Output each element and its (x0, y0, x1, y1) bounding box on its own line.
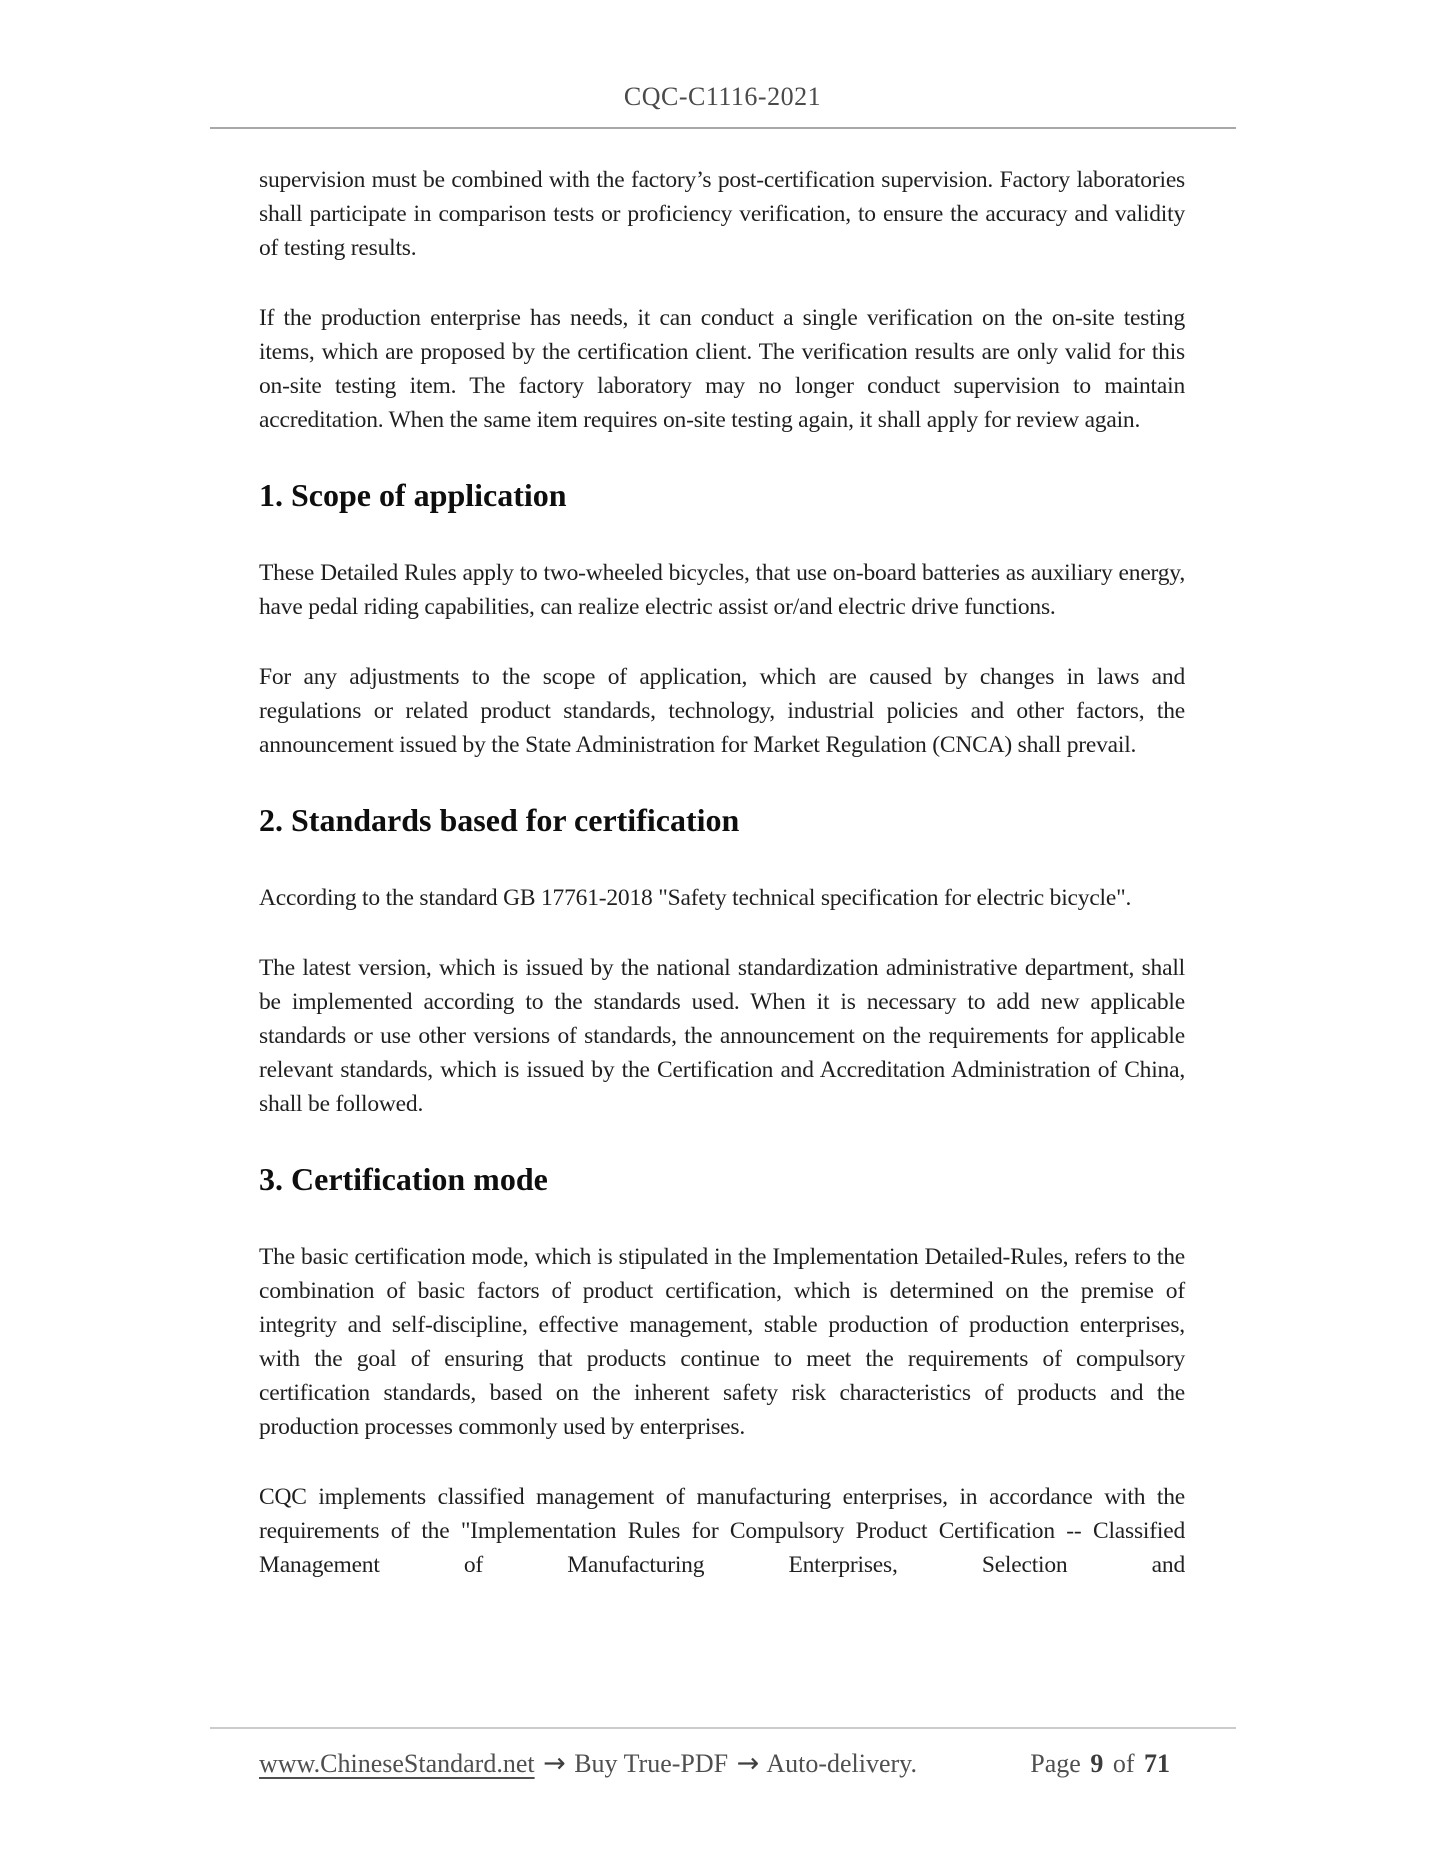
paragraph-latest-version: The latest version, which is issued by the national standardization administrative department, shall be implemented according to the standards used. When it is necessary to add new applicable standards or use other versions of standards, the announcement on the requirements for applicable relevant standards, which is issued by the Certification and Accreditation Administration of China, shall be followed. (259, 955, 1185, 1117)
right-arrow-icon: → (543, 1748, 566, 1779)
paragraph-detailed-rules-apply: These Detailed Rules apply to two-wheeled bicycles, that use on-board batteries as auxiliary energy, have pedal riding capabilities, can realize electric assist or/and electric drive functions. (259, 560, 1185, 620)
heading-scope-of-application: 1. Scope of application (259, 477, 567, 513)
header-divider (210, 127, 1236, 129)
right-arrow-icon: → (736, 1748, 760, 1779)
current-page-number: 9 (1090, 1749, 1104, 1778)
heading-certification-mode: 3. Certification mode (259, 1161, 548, 1197)
paragraph-single-verification: If the production enterprise has needs, it can conduct a single verification on the on-site testing items, which are proposed by the certification client. The verification results are only valid for this on-site testing item. The factory laboratory may no longer conduct supervision to maintain accreditation. When the same item requires on-site testing again, it shall apply for review again. (259, 305, 1185, 433)
footer-divider (210, 1727, 1236, 1729)
page-label: Page (1030, 1749, 1081, 1778)
paragraph-cqc-classified-management: CQC implements classified management of manufacturing enterprises, in accordance with the requirements of the "Implementation Rules for Compulsory Product Certification -- Classified Management of Manufacturing Enterprises, Selection and (259, 1484, 1185, 1578)
paragraph-scope-adjustments: For any adjustments to the scope of application, which are caused by changes in laws and regulations or related product standards, technology, industrial policies and other factors, the announcement issued by the State Administration for Market Regulation (CNCA) shall prevail. (259, 664, 1185, 758)
paragraph-basic-certification-mode: The basic certification mode, which is stipulated in the Implementation Detailed-Rules, refers to the combination of basic factors of product certification, which is determined on the premise of integrity and self-discipline, effective management, stable production of production enterprises, with the goal of ensuring that products continue to meet the requirements of compulsory certification standards, based on the inherent safety risk characteristics of products and the production processes commonly used by enterprises. (259, 1244, 1185, 1440)
paragraph-according-standard: According to the standard GB 17761-2018 "Safety technical specification for electric bicycle". (259, 885, 1132, 911)
heading-standards-based: 2. Standards based for certification (259, 802, 740, 838)
footer-page-indicator (1030, 1749, 1173, 1779)
footer-source-line (259, 1748, 917, 1779)
of-label: of (1112, 1749, 1135, 1778)
paragraph-supervision-continuation: supervision must be combined with the factory’s post-certification supervision. Factory laboratories shall participate in comparison tests or proficiency verification, to ensure the accuracy and validity of testing results. (259, 167, 1185, 261)
total-page-number: 71 (1144, 1749, 1170, 1778)
website-link[interactable]: www.ChineseStandard.net (259, 1749, 535, 1778)
footer-delivery-text: Auto-delivery. (766, 1749, 917, 1778)
page-footer (259, 1748, 1173, 1779)
footer-buy-text: Buy True-PDF (574, 1749, 729, 1778)
page-header-doc-number: CQC-C1116-2021 (623, 82, 822, 111)
document-body (259, 163, 1185, 1618)
